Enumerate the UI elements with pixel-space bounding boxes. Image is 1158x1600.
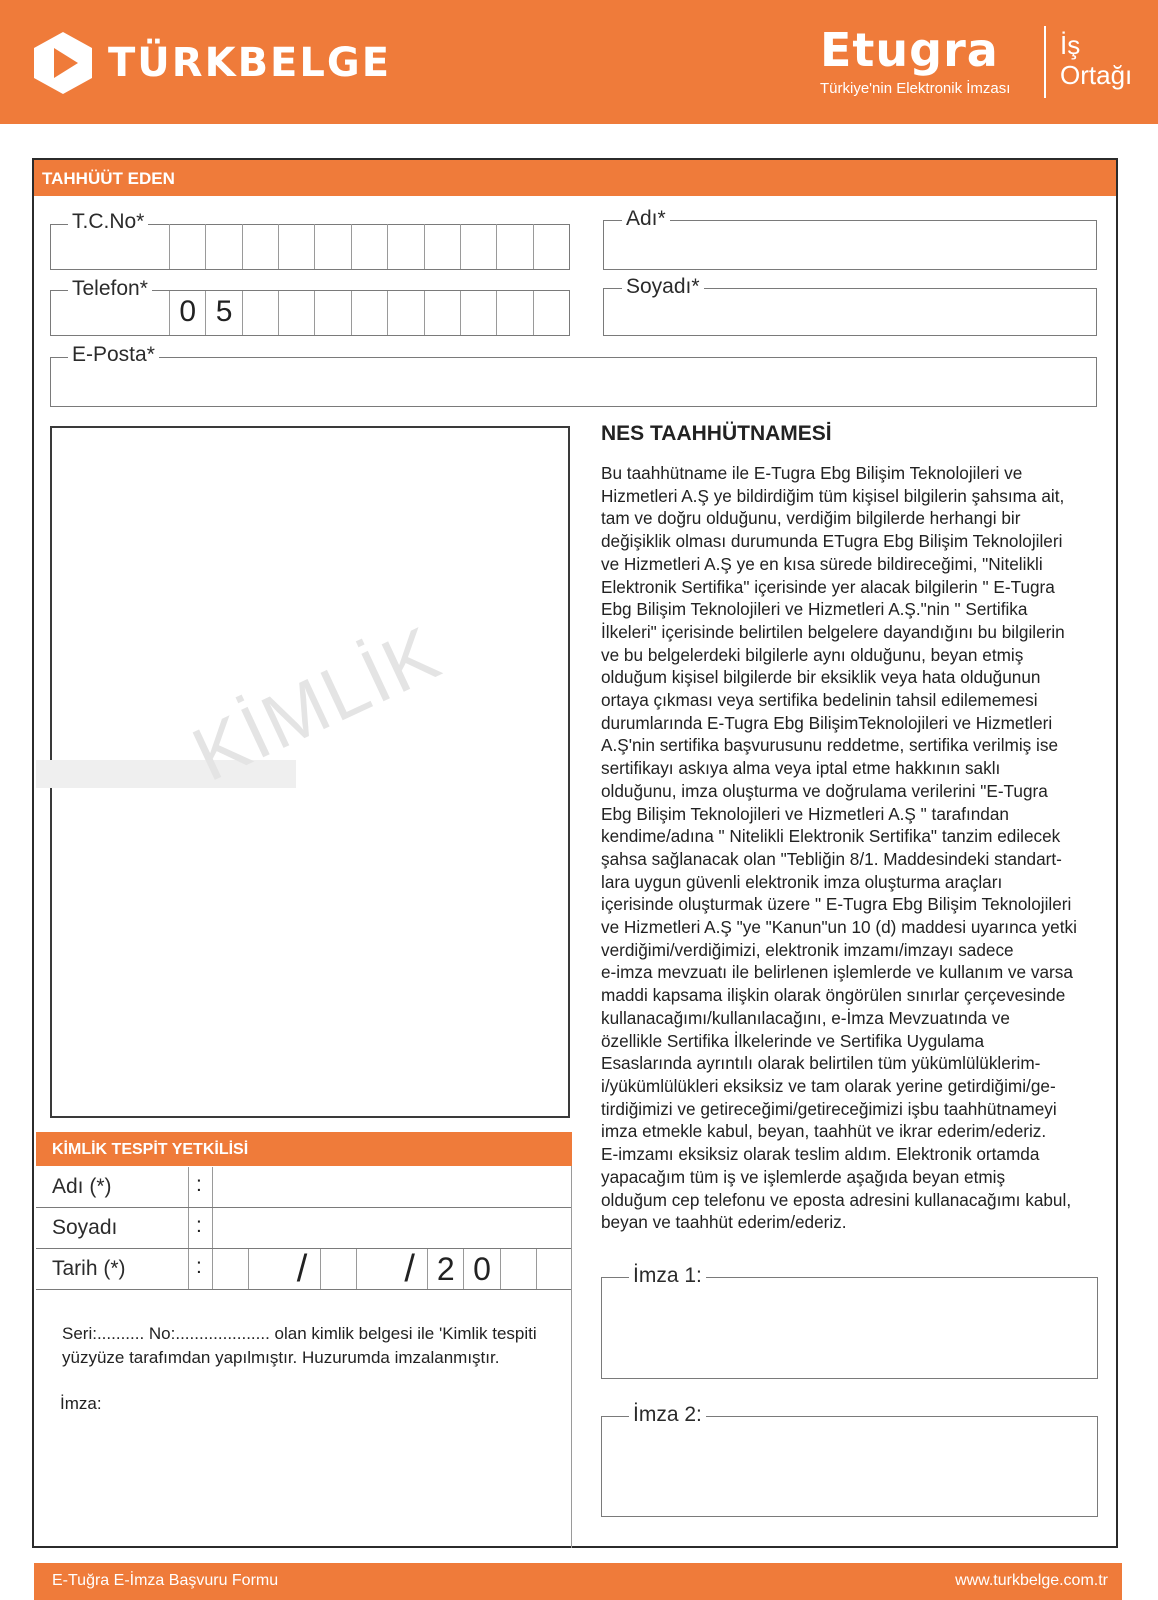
declaration-line: A.Ş'nin sertifika başvurusunu reddetme, sertifika verilmiş ise (601, 735, 1059, 756)
verifier-date-row[interactable] (36, 1249, 572, 1290)
verifier-name-row[interactable] (36, 1167, 572, 1208)
declaration-line: Esaslarında ayrıntılı olarak belirtilen tüm yükümlülüklerim- (601, 1053, 1041, 1074)
declaration-line: yapacağım tüm iş ve işlemlerde aşağıda beyan etmiş (601, 1166, 1006, 1187)
date-cell: 2 (427, 1249, 463, 1289)
declaration-line: tirdiğimizi ve getireceğimi/getireceğimizi işbu taahhütnameyi (601, 1098, 1057, 1119)
declaration-line: beyan ve taahhüt ederim/ederiz. (601, 1212, 847, 1233)
declaration-line: ve Hizmetleri A.Ş "ye "Kanun"un 10 (d) maddesi uyarınca yetki (601, 917, 1077, 938)
tc-digit-cell[interactable] (242, 224, 278, 269)
phone-digit-cell[interactable] (460, 291, 496, 335)
verifier-date-colon: : (196, 1255, 202, 1278)
declaration-line: kendime/adına " Nitelikli Elektronik Sertifika" tanzim edilecek (601, 826, 1061, 847)
tc-digit-cell[interactable] (496, 224, 532, 269)
declaration-text (601, 462, 1099, 1234)
declaration-line: maddi kapsama ilişkin olarak öngörülen sınırlar çerçevesinde (601, 985, 1066, 1006)
tc-digit-cell[interactable] (387, 224, 423, 269)
phone-digit-cell[interactable] (278, 291, 314, 335)
declaration-line: şahsa sağlanacak olan "Tebliğin 8/1. Maddesindeki standart- (601, 848, 1062, 869)
tc-digit-cell[interactable] (169, 224, 205, 269)
verifier-name-colon: : (196, 1173, 202, 1196)
declaration-line: içerisinde oluşturmak üzere " E-Tugra Ebg Bilişim Teknolojileri (601, 894, 1072, 915)
signature2-box[interactable] (601, 1416, 1098, 1517)
declaration-line: olduğunu, imza oluşturma ve doğrulama verilerini "E-Tugra (601, 780, 1048, 801)
declaration-line: sertifikayı askıya alma veya iptal etme hakkının saklı (601, 758, 1001, 779)
verifier-section-title: KİMLİK TESPİT YETKİLİSİ (52, 1141, 249, 1158)
verifier-name-label: Adı (*) (52, 1175, 112, 1198)
date-cell[interactable] (500, 1249, 536, 1289)
id-watermark: KİMLİK (180, 610, 454, 798)
phone-label: Telefon* (68, 277, 152, 301)
phone-digit-cell[interactable] (387, 291, 423, 335)
declaration-line: Ebg Bilişim Teknolojileri ve Hizmetleri A.Ş."nin " Sertifika (601, 599, 1028, 620)
declaration-line: İlkeleri" içerisinde belirtilen belgelere dayandığını bu bilgilerin (601, 621, 1065, 642)
declaration-line: E-imzamı eksiksiz olarak teslim aldım. Elektronik ortamda (601, 1144, 1040, 1165)
committer-section-title: TAHHÜÜT EDEN (42, 169, 175, 188)
tc-digit-cell[interactable] (533, 224, 569, 269)
verifier-surname-row[interactable] (36, 1208, 572, 1249)
date-separator: / (296, 1248, 308, 1290)
name-field[interactable] (603, 220, 1097, 270)
signature1-label: İmza 1: (629, 1264, 706, 1288)
surname-label: Soyadı* (622, 275, 704, 299)
verifier-signature-area[interactable] (50, 1420, 560, 1540)
tc-label: T.C.No* (68, 210, 148, 234)
footer-form-title: E-Tuğra E-İmza Başvuru Formu (52, 1572, 279, 1589)
phone-digit-cell[interactable] (351, 291, 387, 335)
date-cell[interactable] (320, 1249, 356, 1289)
declaration-line: lara uygun güvenli elektronik imza oluşturma araçları (601, 871, 1003, 892)
name-label: Adı* (622, 207, 670, 231)
tc-digit-cell[interactable] (205, 224, 241, 269)
committer-section-bar (34, 160, 1116, 196)
declaration-title: NES TAAHHÜTNAMESİ (601, 422, 832, 445)
declaration-line: e-imza mevzuatı ile belirlenen işlemlerde ve kullanım ve varsa (601, 962, 1073, 983)
footer-website-link[interactable]: www.turkbelge.com.tr (955, 1572, 1108, 1589)
phone-digit-cell[interactable] (314, 291, 350, 335)
declaration-line: ve Hizmetleri A.Ş ye en kısa sürede bildireceğimi, "Nitelikli (601, 553, 1043, 574)
signature2-label: İmza 2: (629, 1403, 706, 1427)
date-cell[interactable] (212, 1249, 248, 1289)
declaration-line: ortaya çıkması veya sertifika bedelinin tahsil edilememesi (601, 690, 1038, 711)
verifier-surname-colon: : (196, 1214, 202, 1237)
date-separator: / (404, 1248, 415, 1290)
declaration-line: Elektronik Sertifika" içerisinde yer alacak bilgilerin " E-Tugra (601, 576, 1055, 597)
date-cell[interactable] (356, 1249, 392, 1289)
declaration-line: kullanacağımı/kullanılacağını, e-İmza Mevzuatında ve (601, 1007, 1010, 1028)
phone-digit-cell: 5 (205, 291, 241, 335)
turkbelge-logo-icon (32, 30, 94, 96)
declaration-line: i/yükümlülükleri eksiksiz ve tam olarak yerine getirdiğimi/ge- (601, 1075, 1056, 1096)
declaration-line: değişiklik olması durumunda ETugra Ebg Bilişim Teknolojileri (601, 531, 1063, 552)
declaration-line: Ebg Bilişim Teknolojileri ve Hizmetleri A.Ş " tarafından (601, 803, 1009, 824)
tc-digit-cell[interactable] (351, 224, 387, 269)
turkbelge-logo-text: TÜRKBELGE (108, 40, 392, 86)
verifier-note (62, 1322, 562, 1370)
column-divider (571, 1166, 572, 1548)
verifier-signature-label: İmza: (60, 1394, 102, 1413)
header-divider (1044, 26, 1046, 98)
verifier-note-line: yüzyüze tarafımdan yapılmıştır. Huzurumda imzalanmıştır. (62, 1348, 500, 1367)
etugra-logo: Etugra (820, 23, 999, 77)
declaration-line: Hizmetleri A.Ş ye bildirdiğim tüm kişisel bilgilerin şahsıma ait, (601, 485, 1065, 506)
declaration-line: Bu taahhütname ile E-Tugra Ebg Bilişim Teknolojileri ve (601, 463, 1023, 483)
verifier-note-line: Seri:.......... No:.................... olan kimlik belgesi ile 'Kimlik tespiti (62, 1324, 537, 1343)
declaration-line: durumlarında E-Tugra Ebg BilişimTeknolojileri ve Hizmetleri (601, 712, 1053, 733)
verifier-surname-label: Soyadı (52, 1216, 118, 1239)
phone-digit-cell[interactable] (424, 291, 460, 335)
verifier-date-label: Tarih (*) (52, 1257, 126, 1280)
declaration-line: imza etmekle kabul, beyan, taahhüt ve ikrar ederim/ederiz. (601, 1121, 1047, 1142)
signature1-box[interactable] (601, 1277, 1098, 1379)
tc-digit-cell[interactable] (278, 224, 314, 269)
partner-label (1060, 30, 1132, 90)
declaration-line: olduğum cep telefonu ve eposta adresini kullanacağımı kabul, (601, 1189, 1072, 1210)
phone-digit-cell: 0 (169, 291, 205, 335)
tc-digit-cell[interactable] (424, 224, 460, 269)
phone-digit-cell[interactable] (496, 291, 532, 335)
email-label: E-Posta* (68, 343, 159, 367)
tc-digit-cell[interactable] (314, 224, 350, 269)
declaration-line: verdiğimi/verdiğimizi, elektronik imzamı/imzayı sadece (601, 939, 1014, 960)
declaration-line: ve bu belgelerdeki bilgilerle aynı olduğunu, beyan etmiş (601, 644, 1024, 665)
date-cells[interactable] (212, 1249, 572, 1289)
date-cell[interactable] (536, 1249, 572, 1289)
phone-digit-cell[interactable] (533, 291, 569, 335)
partner-label-line2: Ortağı (1060, 60, 1133, 90)
tc-digit-cell[interactable] (460, 224, 496, 269)
phone-digit-cell[interactable] (242, 291, 278, 335)
declaration-line: özellikle Sertifika İlkelerinde ve Sertifika Uygulama (601, 1030, 985, 1051)
etugra-tagline: Türkiye'nin Elektronik İmzası (820, 80, 1011, 97)
partner-label-line1: İş (1060, 30, 1081, 60)
declaration-line: olduğum kişisel bilgilerde bir eksiklik veya hata olduğunun (601, 667, 1041, 688)
date-cell: 0 (463, 1249, 499, 1289)
email-field[interactable] (50, 357, 1097, 407)
date-cell[interactable] (248, 1249, 284, 1289)
declaration-line: tam ve doğru olduğunu, verdiğim bilgilerde herhangi bir (601, 508, 1021, 529)
